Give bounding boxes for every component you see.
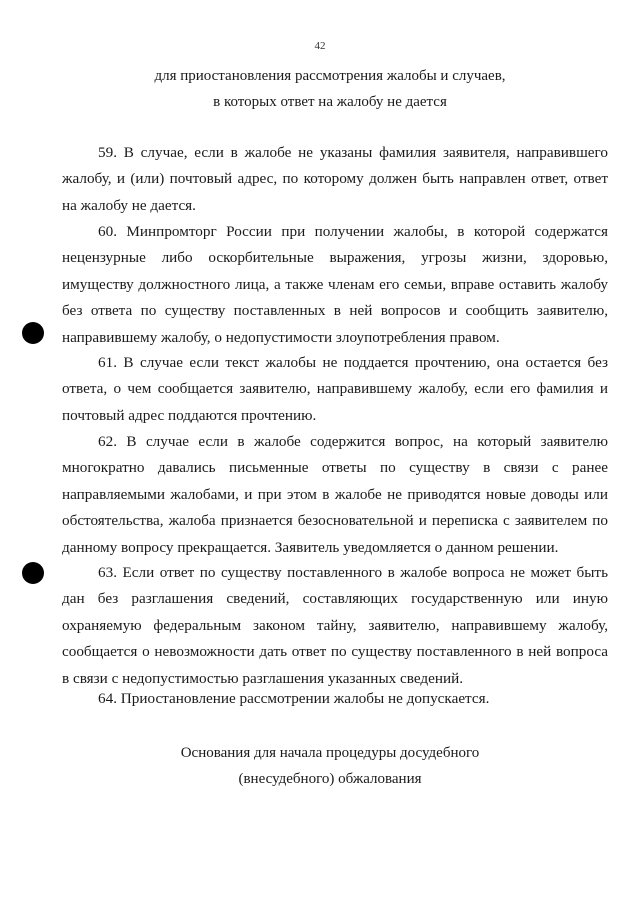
paragraph-63: 63. Если ответ по существу поставленного в жалобе вопроса не может быть дан без разглашения сведений, составляющих государственную или иную охраняемую федеральным законом тайну, заявителю, направившему жалобу, сообщается о невозможности дать ответ по существу поставленного в ней вопроса в связи с недопустимостью разглашения указанных сведений. [62,564,608,687]
section-heading-top [40,63,620,115]
section-heading-bottom-line-2: (внесудебного) обжалования [238,771,422,787]
paragraph-62: 62. В случае если в жалобе содержится вопрос, на который заявителю многократно давались письменные ответы по существу в связи с ранее направляемыми жалобами, и при этом в жалобе не приводятся новые доводы или обстоятельства, жалоба признается безосновательной и переписка с заявителем по данному вопросу прекращается. Заявитель уведомляется о данном решении. [62,433,608,556]
section-heading-bottom-line-1: Основания для начала процедуры досудебного [180,745,480,761]
paragraph-64: 64. Приостановление рассмотрении жалобы не допускается. [98,690,490,707]
section-heading-top-line-2: в которых ответ на жалобу не дается [213,94,447,110]
paragraph-59: 59. В случае, если в жалобе не указаны фамилия заявителя, направившего жалобу, и (или) почтовый адрес, по которому должен быть направлен ответ, ответ на жалобу не дается. [62,144,608,214]
section-heading-bottom [40,740,620,792]
paragraph-61: 61. В случае если текст жалобы не поддается прочтению, она остается без ответа, о чем сообщается заявителю, направившему жалобу, если его фамилия и почтовый адрес поддаются прочтению. [62,354,608,424]
section-heading-top-line-1: для приостановления рассмотрения жалобы и случаев, [154,68,506,84]
punch-hole-mark [22,562,44,584]
page-number: 42 [314,40,326,52]
punch-hole-mark [22,322,44,344]
paragraph-60: 60. Минпромторг России при получении жалобы, в которой содержатся нецензурные либо оскорбительные выражения, угрозы жизни, здоровью, имуществу должностного лица, а также членам его семьи, вправе оставить жалобу без ответа по существу поставленных в ней вопросов и сообщить заявителю, направившему жалобу, о недопустимости злоупотребления правом. [62,223,608,346]
